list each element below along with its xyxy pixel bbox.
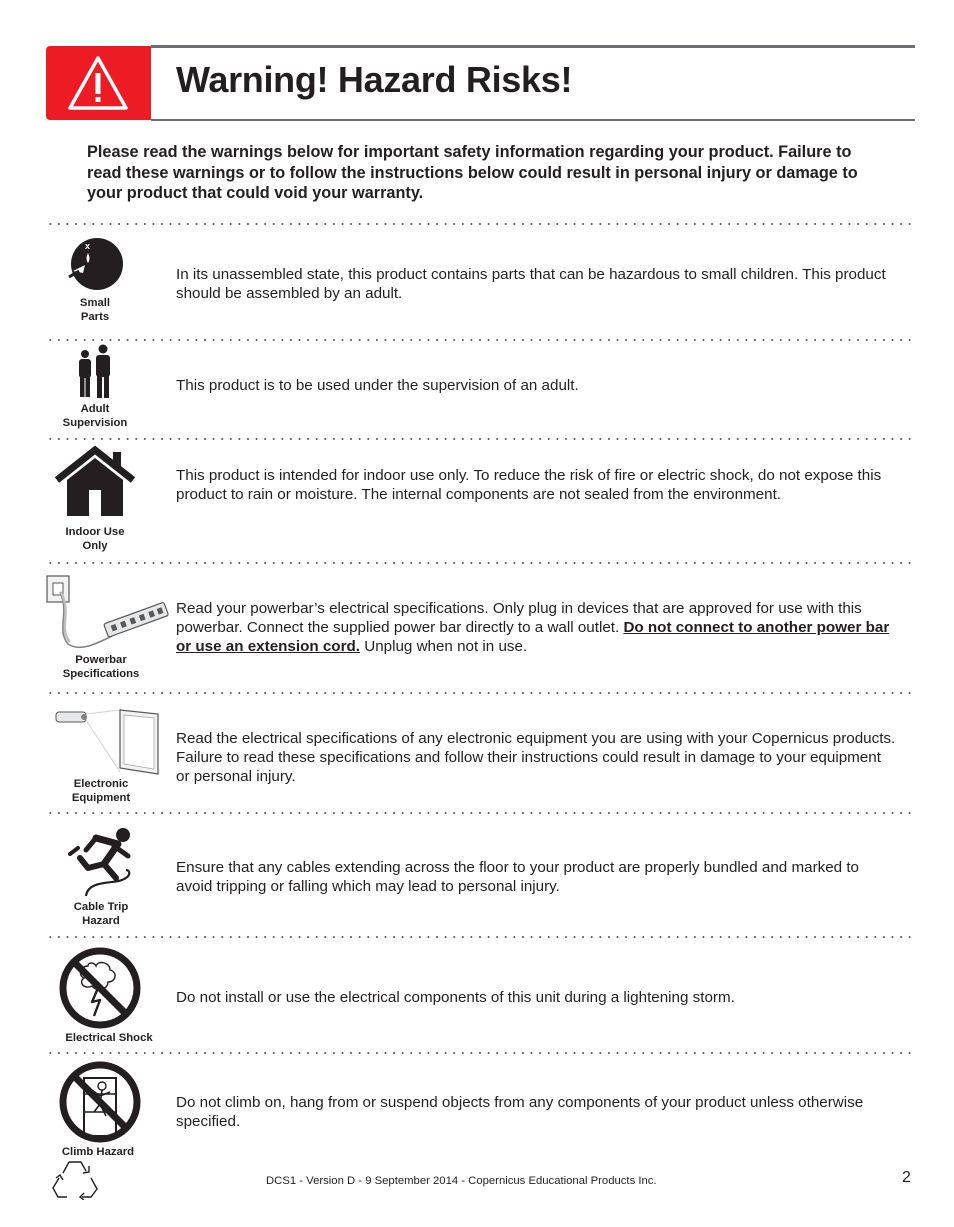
icon-label: Cable Trip Hazard	[73, 901, 129, 927]
header-bottom-rule	[151, 119, 915, 121]
divider	[46, 692, 914, 694]
no-climbing-icon	[58, 1060, 142, 1149]
icon-label: Electronic Equipment	[71, 778, 131, 804]
recycle-icon	[52, 1158, 98, 1205]
warning-text-electronic-equipment: Read the electrical specifications of any electronic equipment you are using with your Copernicus products. Failure to read these specifications and follow their instructions could result in damage to your equipment or personal injury.	[176, 730, 896, 785]
divider	[46, 339, 914, 341]
warning-text-climb-hazard: Do not climb on, hang from or suspend objects from any components of your product unless otherwise specified.	[176, 1094, 864, 1130]
divider	[46, 223, 914, 225]
icon-label: Powerbar Specifications	[62, 654, 140, 680]
warning-text-small-parts: In its unassembled state, this product contains parts that can be hazardous to small children. This product should be assembled by an adult.	[176, 266, 886, 302]
page-header	[46, 45, 915, 121]
divider	[46, 562, 914, 564]
warning-text-electrical-shock: Do not install or use the electrical components of this unit during a lightening storm.	[176, 989, 735, 1006]
warning-text-indoor-use: This product is intended for indoor use only. To reduce the risk of fire or electric shock, do not expose this product to rain or moisture. The internal components are not sealed from the environment.	[176, 467, 882, 503]
icon-label: Indoor Use Only	[65, 526, 125, 552]
svg-text:x: x	[85, 241, 91, 251]
icon-label: Climb Hazard	[61, 1146, 135, 1158]
header-top-rule	[151, 45, 915, 48]
header-red-block	[46, 46, 151, 120]
small-parts-icon	[67, 235, 125, 298]
trip-hazard-icon	[66, 824, 136, 903]
divider	[46, 936, 914, 938]
footer-text: DCS1 - Version D - 9 September 2014 - Copernicus Educational Products Inc.	[266, 1175, 657, 1187]
icon-label: Small Parts	[79, 297, 111, 323]
warning-text-powerbar: Read your powerbar’s electrical specifications. Only plug in devices that are approved for use with this powerbar. Connect the supplied power bar directly to a wall outlet. Do not connect to another power bar or use an extension cord. Unplug when not in use.	[176, 600, 890, 655]
divider	[46, 1052, 914, 1054]
page-title: Warning! Hazard Risks!	[176, 59, 573, 100]
warning-triangle-icon	[66, 54, 130, 112]
intro-paragraph: Please read the warnings below for important safety information regarding your product. Failure to read these warnings or to follow the instructions below could result in personal injury or damage to your product that could void your warranty.	[87, 143, 858, 202]
icon-label: Electrical Shock	[65, 1032, 153, 1044]
icon-label: Adult Supervision	[62, 403, 128, 429]
no-lightning-icon	[58, 946, 142, 1035]
adult-supervision-icon	[74, 344, 116, 405]
house-icon	[53, 446, 137, 523]
warning-text-cable-trip: Ensure that any cables extending across the floor to your product are properly bundled and marked to avoid tripping or falling which may lead to personal injury.	[176, 859, 859, 895]
projector-screen-icon	[54, 706, 160, 781]
warning-text-adult-supervision: This product is to be used under the supervision of an adult.	[176, 377, 579, 394]
divider	[46, 812, 914, 814]
divider	[46, 438, 914, 440]
powerbar-icon	[46, 574, 170, 659]
page-number: 2	[902, 1169, 911, 1186]
